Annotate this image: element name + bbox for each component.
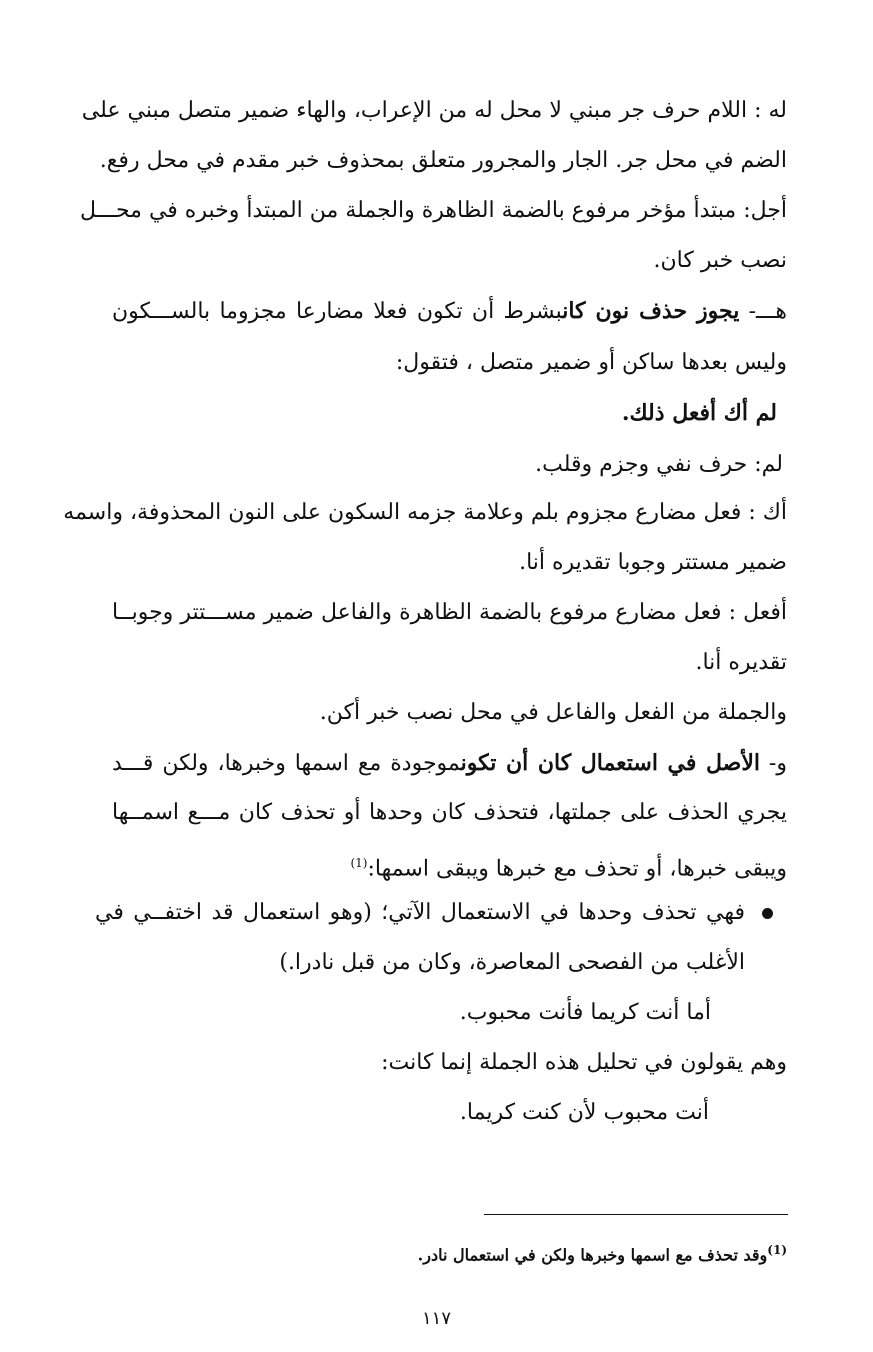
page-number: ١١٧ [421, 1308, 451, 1329]
footnote-marker: (1) [767, 1243, 787, 1257]
text-line: والجملة من الفعل والفاعل في محل نصب خبر أكن. [319, 700, 787, 725]
bullet-icon [762, 908, 773, 919]
example-sentence: أما أنت كريما فأنت محبوب. [459, 1000, 711, 1025]
text-line: لم: حرف نفي وجزم وقلب. [535, 452, 783, 477]
example-sentence: أنت محبوب لأن كنت كريما. [459, 1100, 709, 1125]
rule-w-prefix: و- [760, 751, 787, 776]
rule-h-heading: يجوز حذف نون كان [562, 298, 740, 324]
text-line: ويبقى خبرها، أو تحذف مع خبرها ويبقى اسمها:$^{(1)}$ [350, 856, 787, 882]
rule-h-text: بشرط أن تكون فعلا مضارعا مجزوما بالســـكون [112, 299, 563, 324]
text-line: ضمير مستتر وجوبا تقديره أنا. [519, 550, 787, 575]
footnote-divider [484, 1214, 788, 1215]
text-line: أفعل : فعل مضارع مرفوع بالضمة الظاهرة والفاعل ضمير مســـتتر وجوبــا [112, 600, 787, 625]
rule-h-prefix: هـــ- [739, 299, 787, 324]
text-line: أجل: مبتدأ مؤخر مرفوع بالضمة الظاهرة والجملة من المبتدأ وخبره في محـــل [79, 198, 787, 223]
text-line: نصب خبر كان. [653, 248, 787, 273]
bullet-text: فهي تحذف وحدها في الاستعمال الآتي؛ (وهو استعمال قد اختفــي في [95, 900, 745, 925]
rule-w-line [112, 748, 787, 779]
text-line: الضم في محل جر. الجار والمجرور متعلق بمحذوف خبر مقدم في محل رفع. [99, 148, 787, 173]
footnote-ref[interactable]: (1) [350, 856, 368, 870]
text-line: أك : فعل مضارع مجزوم بلم وعلامة جزمه السكون على النون المحذوفة، واسمه [63, 500, 787, 525]
rule-w-text: موجودة مع اسمها وخبرها، ولكن قـــد [112, 751, 461, 776]
text-line: له : اللام حرف جر مبني لا محل له من الإعراب، والهاء ضمير متصل مبني على [81, 98, 787, 123]
footnote [418, 1238, 787, 1267]
text-line: تقديره أنا. [695, 650, 787, 675]
example-sentence: لم أك أفعل ذلك. [621, 400, 777, 426]
text-line: وليس بعدها ساكن أو ضمير متصل ، فتقول: [395, 350, 787, 375]
rule-w-heading: الأصل في استعمال كان أن تكون [460, 750, 760, 776]
text-line: وهم يقولون في تحليل هذه الجملة إنما كانت: [381, 1050, 787, 1075]
text-line: يجري الحذف على جملتها، فتحذف كان وحدها أو تحذف كان مـــع اسمــها [112, 800, 787, 825]
rule-h-line [112, 296, 787, 327]
bullet-text: الأغلب من الفصحى المعاصرة، وكان من قبل نادرا.) [279, 950, 745, 975]
line-start: و [776, 350, 787, 375]
footnote-text: وقد تحذف مع اسمها وخبرها ولكن في استعمال نادر. [417, 1245, 768, 1265]
